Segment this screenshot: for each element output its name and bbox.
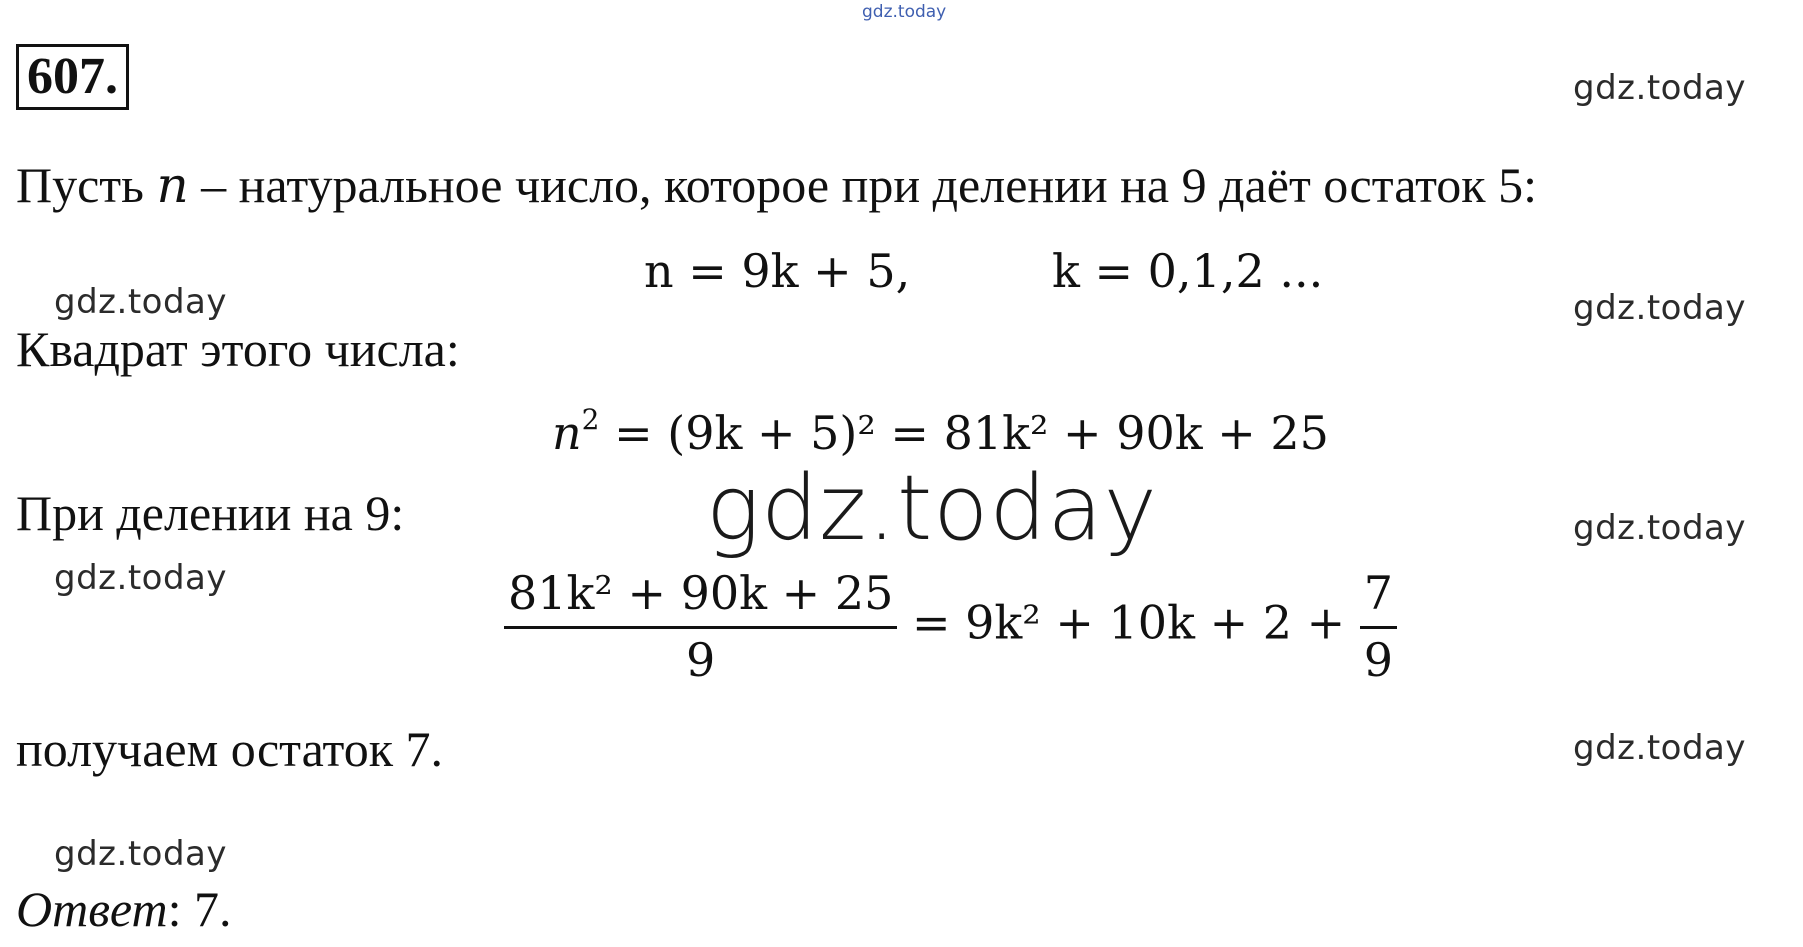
main-fraction [504,566,897,687]
watermark-top: gdz.today [862,2,947,22]
watermark-left-3: gdz.today [54,834,227,874]
statement-line [16,156,1537,214]
remainder-fraction-numerator: 7 [1360,566,1397,629]
remainder-conclusion: получаем остаток 7. [16,721,444,777]
main-fraction-denominator: 9 [686,633,716,687]
watermark-right-1: gdz.today [1573,68,1746,108]
statement-variable: n [156,156,189,214]
watermark-left-1: gdz.today [54,282,227,322]
main-fraction-numerator: 81k² + 90k + 25 [504,566,897,629]
watermark-right-3: gdz.today [1573,508,1746,548]
watermark-right-2: gdz.today [1573,288,1746,328]
answer-value: : 7. [167,881,232,937]
equation-n-lhs: n = 9k + 5, [644,244,911,298]
equation-square-rhs: = (9k + 5)² = 81k² + 90k + 25 [614,406,1329,460]
statement-suffix: – натуральное число, которое при делении на 9 даёт остаток 5: [201,157,1537,213]
answer-label: Ответ [16,881,168,937]
division-heading: При делении на 9: [16,485,405,541]
remainder-fraction-denominator: 9 [1363,633,1394,687]
fraction-equation-result: = 9k² + 10k + 2 + [912,595,1346,650]
equation-k-range: k = 0,1,2 ... [1052,244,1324,298]
equation-square: $n^2 = (9k + 5)^2 = 81k^2 + 90k + 25$ [552,403,1329,460]
statement-prefix: Пусть [16,157,144,213]
watermark-big: gdz.today [706,456,1158,561]
equation-n-definition [644,244,910,298]
watermark-left-2: gdz.today [54,558,227,598]
problem-number: 607. [16,44,129,110]
watermark-right-4: gdz.today [1573,728,1746,768]
remainder-fraction [1360,566,1397,687]
answer-line [16,880,231,938]
square-heading: Квадрат этого числа: [16,321,460,377]
fraction-equation [504,566,1397,687]
